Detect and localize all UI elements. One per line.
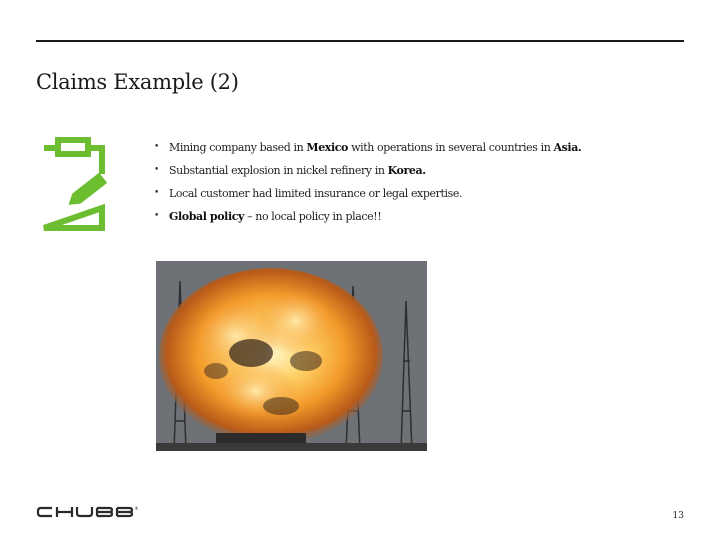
trademark-symbol: ®	[134, 506, 139, 511]
bullet-item	[154, 182, 674, 205]
bullet-text: – no local policy in place!!	[244, 210, 382, 223]
bullet-emphasis: Asia.	[553, 141, 582, 154]
bullet-emphasis: Korea.	[387, 164, 426, 177]
bullet-item	[154, 159, 674, 182]
page-number: 13	[672, 511, 684, 521]
bullet-text: Substantial explosion in nickel refinery in	[169, 164, 388, 177]
bullet-item	[154, 136, 674, 159]
clipboard-pencil-icon	[36, 134, 110, 236]
bullet-text: Mining company based in	[169, 141, 307, 154]
top-rule	[36, 40, 684, 42]
bullet-item	[154, 205, 674, 228]
bullet-emphasis: Global policy	[169, 210, 245, 223]
explosion-photo	[156, 261, 427, 451]
bullet-list	[154, 136, 674, 228]
bullet-emphasis: Mexico	[306, 141, 348, 154]
bullet-text: with operations in several countries in	[347, 141, 554, 154]
slide-title: Claims Example (2)	[36, 70, 239, 94]
chubb-logo	[36, 502, 140, 522]
bullet-text: Local customer had limited insurance or legal expertise.	[169, 187, 463, 200]
